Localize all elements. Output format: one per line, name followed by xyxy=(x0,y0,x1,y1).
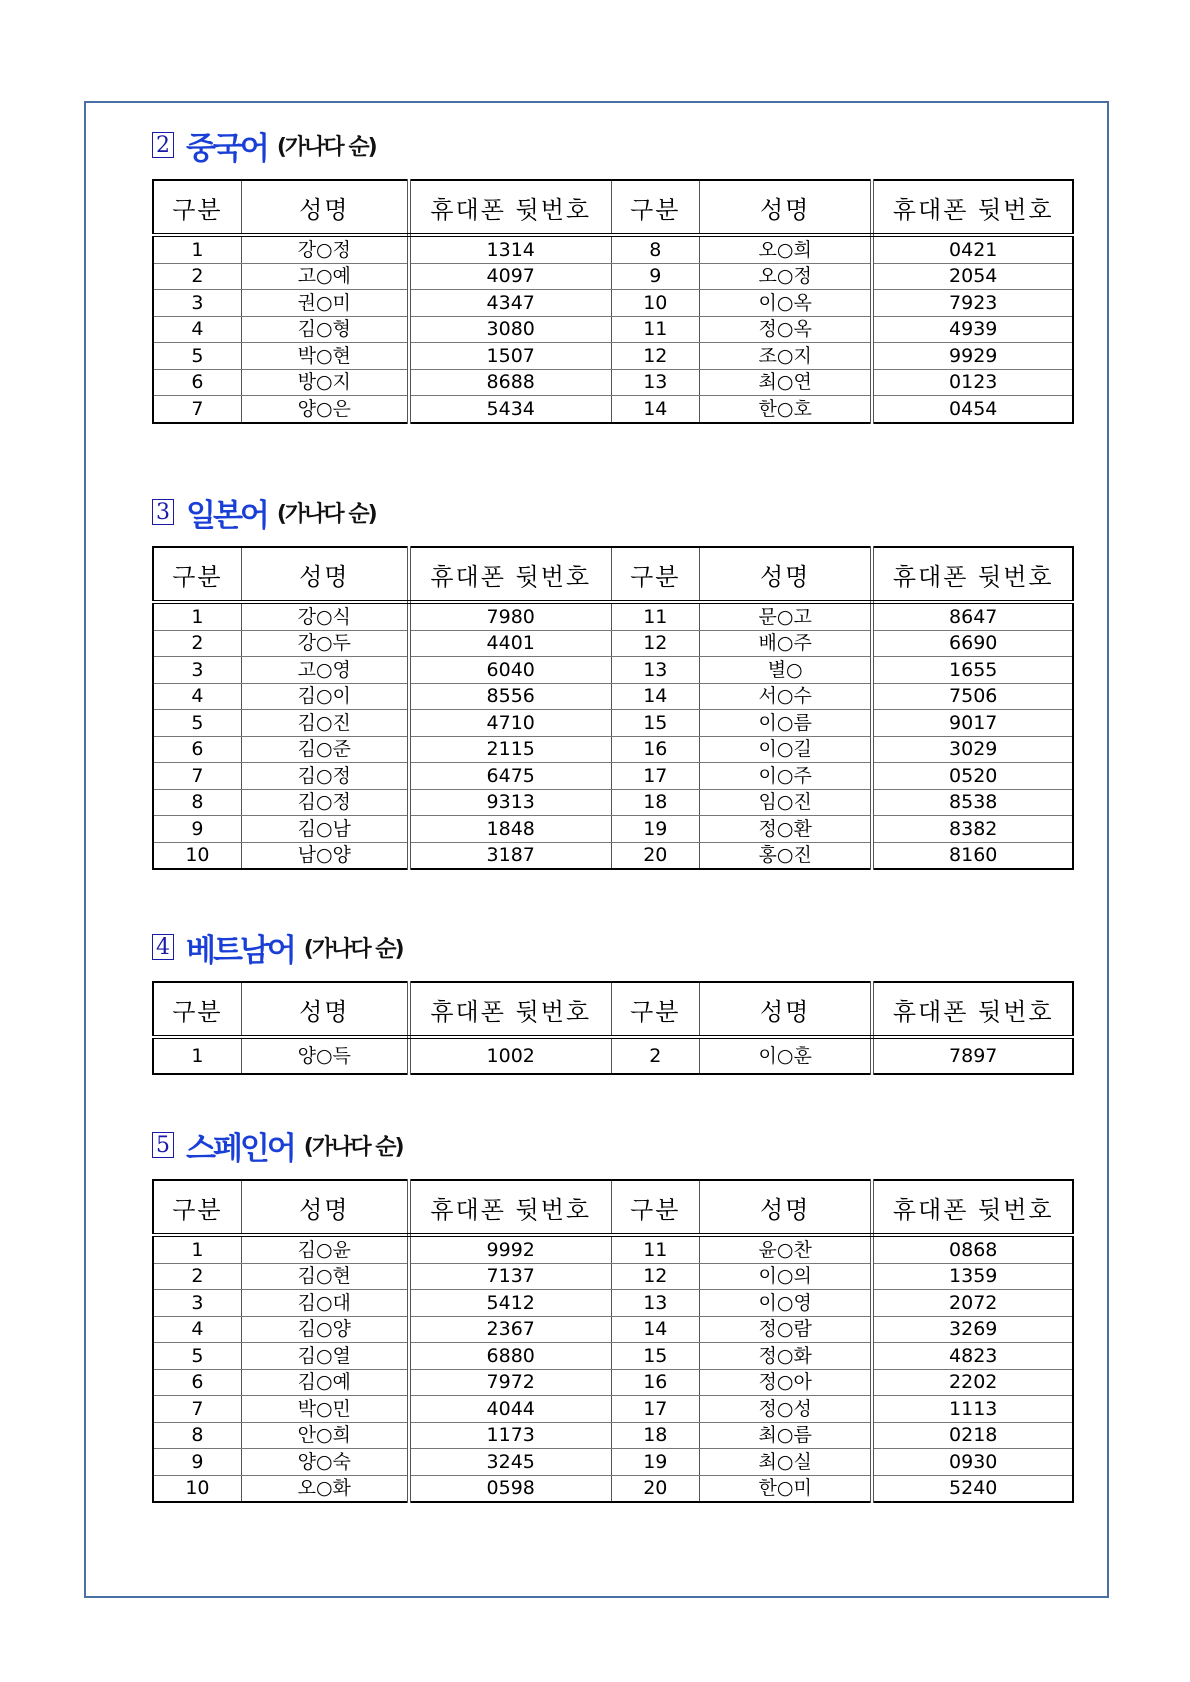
section-number: 3 xyxy=(152,499,174,525)
table-cell: 1002 xyxy=(409,1037,611,1074)
table-cell: 한○호 xyxy=(699,396,872,423)
table-cell: 7897 xyxy=(949,1045,998,1067)
table-cell: 11 xyxy=(611,316,699,343)
table-cell: 안○희 xyxy=(241,1422,408,1449)
table-cell: 8 xyxy=(153,789,241,816)
table-cell: 3245 xyxy=(409,1449,611,1476)
table-cell: 10 xyxy=(153,842,241,869)
table-cell: 김○정 xyxy=(241,789,408,816)
table-cell: 3 xyxy=(153,290,241,317)
table-cell: 7 xyxy=(153,396,241,423)
table-cell: 양○은 xyxy=(241,396,408,423)
section-number: 4 xyxy=(152,934,174,960)
table-cell: 7972 xyxy=(409,1369,611,1396)
table-cell: 8647 xyxy=(872,602,1073,630)
section-chinese xyxy=(152,123,1074,424)
table-cell: 0421 xyxy=(872,235,1073,263)
table-cell: 최○연 xyxy=(699,369,872,396)
column-header: 성명 xyxy=(699,1180,872,1235)
order-label: (가나다 순) xyxy=(303,936,403,962)
column-header: 성명 xyxy=(241,180,408,235)
table-cell: 김○예 xyxy=(241,1369,408,1396)
table-cell: 18 xyxy=(611,1422,699,1449)
table-cell: 강○식 xyxy=(241,602,408,630)
table-cell: 13 xyxy=(611,657,699,684)
column-header: 휴대폰 뒷번호 xyxy=(872,982,1073,1037)
table-cell: 김○진 xyxy=(241,710,408,737)
column-header: 구분 xyxy=(153,1180,241,1235)
table-cell: 20 xyxy=(611,842,699,869)
table-cell: 8688 xyxy=(409,369,611,396)
table-cell: 서○수 xyxy=(699,683,872,710)
table-cell: 4401 xyxy=(409,630,611,657)
table-cell: 1173 xyxy=(409,1422,611,1449)
table-cell: 8 xyxy=(153,1422,241,1449)
table-cell: 7 xyxy=(153,763,241,790)
roster-table xyxy=(152,179,1074,424)
table-cell: 16 xyxy=(611,736,699,763)
table-row xyxy=(153,816,1073,843)
table-cell: 6475 xyxy=(409,763,611,790)
column-header: 구분 xyxy=(611,547,699,602)
table-row xyxy=(153,789,1073,816)
section-heading xyxy=(152,123,1074,167)
column-header: 휴대폰 뒷번호 xyxy=(409,1180,611,1235)
table-cell: 7506 xyxy=(872,683,1073,710)
order-label: (가나다 순) xyxy=(276,134,376,160)
section-language: 스페인어 xyxy=(186,1130,294,1167)
table-cell: 고○영 xyxy=(241,657,408,684)
table-cell: 남○양 xyxy=(241,842,408,869)
table-cell: 김○양 xyxy=(241,1316,408,1343)
table-cell: 0123 xyxy=(872,369,1073,396)
table-cell: 15 xyxy=(611,710,699,737)
table-cell: 17 xyxy=(611,763,699,790)
table-cell: 김○형 xyxy=(241,316,408,343)
column-header: 휴대폰 뒷번호 xyxy=(872,180,1073,235)
table-cell: 김○열 xyxy=(241,1343,408,1370)
table-cell: 최○름 xyxy=(699,1422,872,1449)
table-cell: 14 xyxy=(611,683,699,710)
table-cell: 9 xyxy=(153,1449,241,1476)
roster-table xyxy=(152,1179,1074,1503)
table-cell: 정○성 xyxy=(699,1396,872,1423)
table-cell: 6 xyxy=(153,736,241,763)
table-cell: 1 xyxy=(153,1235,241,1263)
roster-table xyxy=(152,546,1074,870)
table-cell: 5412 xyxy=(409,1290,611,1317)
table-cell: 1314 xyxy=(409,235,611,263)
table-cell: 3080 xyxy=(409,316,611,343)
table-cell: 정○람 xyxy=(699,1316,872,1343)
table-cell: 4347 xyxy=(409,290,611,317)
table-cell: 0218 xyxy=(872,1422,1073,1449)
table-cell: 19 xyxy=(611,816,699,843)
table-cell: 11 xyxy=(611,1235,699,1263)
column-header: 구분 xyxy=(153,982,241,1037)
table-cell: 정○옥 xyxy=(699,316,872,343)
table-cell: 강○두 xyxy=(241,630,408,657)
table-cell: 15 xyxy=(611,1343,699,1370)
table-cell: 7923 xyxy=(872,290,1073,317)
column-header: 성명 xyxy=(699,547,872,602)
column-header: 구분 xyxy=(611,1180,699,1235)
table-cell: 8160 xyxy=(949,844,998,867)
table-cell: 8556 xyxy=(409,683,611,710)
section-language: 일본어 xyxy=(186,497,267,534)
table-cell: 김○이 xyxy=(241,683,408,710)
table-cell: 홍○진 xyxy=(699,842,872,869)
table-cell: 14 xyxy=(611,1316,699,1343)
table-cell: 권○미 xyxy=(241,290,408,317)
table-cell: 11 xyxy=(611,602,699,630)
table-cell: 2 xyxy=(153,263,241,290)
table-cell: 이○훈 xyxy=(699,1037,872,1074)
table-cell: 8382 xyxy=(872,816,1073,843)
table-row xyxy=(153,290,1073,317)
table-cell: 김○대 xyxy=(241,1290,408,1317)
table-cell: 9313 xyxy=(409,789,611,816)
table-cell: 4823 xyxy=(872,1343,1073,1370)
table-row xyxy=(153,602,1073,630)
table-cell: 0454 xyxy=(949,397,998,420)
section-spanish xyxy=(152,1123,1074,1503)
table-cell: 5434 xyxy=(409,396,611,423)
table-row xyxy=(153,630,1073,657)
column-header: 구분 xyxy=(611,982,699,1037)
column-header: 휴대폰 뒷번호 xyxy=(409,982,611,1037)
table-cell: 6690 xyxy=(872,630,1073,657)
table-cell: 2054 xyxy=(872,263,1073,290)
table-cell: 2115 xyxy=(409,736,611,763)
table-cell: 정○환 xyxy=(699,816,872,843)
column-header: 휴대폰 뒷번호 xyxy=(872,547,1073,602)
table-cell: 0930 xyxy=(872,1449,1073,1476)
table-cell: 5 xyxy=(153,1343,241,1370)
table-cell: 1 xyxy=(153,235,241,263)
table-cell: 3 xyxy=(153,657,241,684)
table-cell: 임○진 xyxy=(699,789,872,816)
table-cell: 7 xyxy=(153,1396,241,1423)
table-cell: 1 xyxy=(153,1037,241,1074)
table-cell: 14 xyxy=(611,396,699,423)
table-cell: 조○지 xyxy=(699,343,872,370)
table-cell: 9 xyxy=(611,263,699,290)
section-heading xyxy=(152,925,1074,969)
roster-table xyxy=(152,981,1074,1075)
table-cell: 김○준 xyxy=(241,736,408,763)
table-cell: 고○예 xyxy=(241,263,408,290)
table-cell: 오○정 xyxy=(699,263,872,290)
table-cell: 12 xyxy=(611,1263,699,1290)
column-header: 휴대폰 뒷번호 xyxy=(872,1180,1073,1235)
table-cell: 오○화 xyxy=(241,1475,408,1502)
table-cell: 이○영 xyxy=(699,1290,872,1317)
table-cell: 이○옥 xyxy=(699,290,872,317)
table-cell: 4097 xyxy=(409,263,611,290)
table-cell: 13 xyxy=(611,369,699,396)
column-header: 성명 xyxy=(241,982,408,1037)
table-cell: 7980 xyxy=(409,602,611,630)
table-cell: 4 xyxy=(153,683,241,710)
table-cell: 5 xyxy=(153,710,241,737)
table-row xyxy=(153,1396,1073,1423)
table-cell: 김○윤 xyxy=(241,1235,408,1263)
table-row xyxy=(153,343,1073,370)
table-cell: 김○남 xyxy=(241,816,408,843)
table-row xyxy=(153,1263,1073,1290)
column-header: 휴대폰 뒷번호 xyxy=(409,180,611,235)
column-header: 성명 xyxy=(241,1180,408,1235)
table-cell: 3187 xyxy=(409,842,611,869)
table-row xyxy=(153,842,1073,869)
table-cell: 2 xyxy=(611,1037,699,1074)
table-cell: 김○정 xyxy=(241,763,408,790)
table-cell: 김○현 xyxy=(241,1263,408,1290)
section-language: 베트남어 xyxy=(186,932,294,969)
column-header: 성명 xyxy=(699,180,872,235)
table-cell: 4 xyxy=(153,316,241,343)
table-cell: 4 xyxy=(153,1316,241,1343)
table-row xyxy=(153,1037,1073,1074)
table-cell: 2 xyxy=(153,630,241,657)
table-cell: 배○주 xyxy=(699,630,872,657)
table-row xyxy=(153,1449,1073,1476)
section-japanese xyxy=(152,490,1074,870)
table-cell: 9992 xyxy=(409,1235,611,1263)
section-number: 2 xyxy=(152,132,174,158)
table-cell: 오○희 xyxy=(699,235,872,263)
table-cell: 1507 xyxy=(409,343,611,370)
section-heading xyxy=(152,490,1074,534)
table-cell: 9 xyxy=(153,816,241,843)
table-row xyxy=(153,1343,1073,1370)
table-cell: 4044 xyxy=(409,1396,611,1423)
table-row xyxy=(153,1422,1073,1449)
table-row xyxy=(153,263,1073,290)
table-cell: 2367 xyxy=(409,1316,611,1343)
table-cell: 2 xyxy=(153,1263,241,1290)
table-cell: 문○고 xyxy=(699,602,872,630)
table-cell: 12 xyxy=(611,630,699,657)
table-cell: 1655 xyxy=(872,657,1073,684)
table-cell: 6040 xyxy=(409,657,611,684)
table-cell: 10 xyxy=(153,1475,241,1502)
table-cell: 윤○찬 xyxy=(699,1235,872,1263)
column-header: 성명 xyxy=(241,547,408,602)
table-cell: 9017 xyxy=(872,710,1073,737)
table-row xyxy=(153,710,1073,737)
table-cell: 5240 xyxy=(949,1477,998,1500)
table-cell: 12 xyxy=(611,343,699,370)
column-header: 구분 xyxy=(611,180,699,235)
table-cell: 5 xyxy=(153,343,241,370)
table-cell: 2072 xyxy=(872,1290,1073,1317)
table-row xyxy=(153,1290,1073,1317)
table-row xyxy=(153,396,1073,423)
table-cell: 최○실 xyxy=(699,1449,872,1476)
table-cell: 0598 xyxy=(409,1475,611,1502)
table-cell: 16 xyxy=(611,1369,699,1396)
table-cell: 이○주 xyxy=(699,763,872,790)
table-row xyxy=(153,369,1073,396)
table-cell: 1 xyxy=(153,602,241,630)
table-cell: 4710 xyxy=(409,710,611,737)
table-row xyxy=(153,1235,1073,1263)
table-cell: 이○길 xyxy=(699,736,872,763)
table-row xyxy=(153,235,1073,263)
table-cell: 2202 xyxy=(872,1369,1073,1396)
table-cell: 3269 xyxy=(872,1316,1073,1343)
table-cell: 이○의 xyxy=(699,1263,872,1290)
column-header: 구분 xyxy=(153,547,241,602)
section-number: 5 xyxy=(152,1132,174,1158)
column-header: 성명 xyxy=(699,982,872,1037)
table-cell: 3029 xyxy=(872,736,1073,763)
table-cell: 8538 xyxy=(872,789,1073,816)
table-row xyxy=(153,657,1073,684)
table-cell: 1113 xyxy=(872,1396,1073,1423)
section-language: 중국어 xyxy=(186,130,267,167)
table-cell: 1359 xyxy=(872,1263,1073,1290)
section-heading xyxy=(152,1123,1074,1167)
table-cell: 정○아 xyxy=(699,1369,872,1396)
table-cell: 17 xyxy=(611,1396,699,1423)
order-label: (가나다 순) xyxy=(276,501,376,527)
table-row xyxy=(153,1369,1073,1396)
table-cell: 13 xyxy=(611,1290,699,1317)
column-header: 휴대폰 뒷번호 xyxy=(409,547,611,602)
table-cell: 정○화 xyxy=(699,1343,872,1370)
table-cell: 양○숙 xyxy=(241,1449,408,1476)
table-cell: 1848 xyxy=(409,816,611,843)
table-cell: 방○지 xyxy=(241,369,408,396)
table-cell: 이○름 xyxy=(699,710,872,737)
section-vietnamese xyxy=(152,925,1074,1075)
table-cell: 20 xyxy=(611,1475,699,1502)
table-cell: 6 xyxy=(153,369,241,396)
table-cell: 0520 xyxy=(872,763,1073,790)
table-row xyxy=(153,316,1073,343)
table-cell: 19 xyxy=(611,1449,699,1476)
table-cell: 8 xyxy=(611,235,699,263)
table-cell: 박○민 xyxy=(241,1396,408,1423)
table-row xyxy=(153,683,1073,710)
table-cell: 18 xyxy=(611,789,699,816)
table-cell: 한○미 xyxy=(699,1475,872,1502)
table-cell: 4939 xyxy=(872,316,1073,343)
table-cell: 강○정 xyxy=(241,235,408,263)
table-cell: 9929 xyxy=(872,343,1073,370)
table-cell: 3 xyxy=(153,1290,241,1317)
table-cell: 6880 xyxy=(409,1343,611,1370)
table-row xyxy=(153,736,1073,763)
table-cell: 양○득 xyxy=(241,1037,408,1074)
order-label: (가나다 순) xyxy=(303,1134,403,1160)
table-cell: 7137 xyxy=(409,1263,611,1290)
table-cell: 0868 xyxy=(872,1235,1073,1263)
table-cell: 10 xyxy=(611,290,699,317)
table-row xyxy=(153,763,1073,790)
table-cell: 별○ xyxy=(699,657,872,684)
table-row xyxy=(153,1475,1073,1502)
table-row xyxy=(153,1316,1073,1343)
column-header: 구분 xyxy=(153,180,241,235)
table-cell: 박○현 xyxy=(241,343,408,370)
table-cell: 6 xyxy=(153,1369,241,1396)
